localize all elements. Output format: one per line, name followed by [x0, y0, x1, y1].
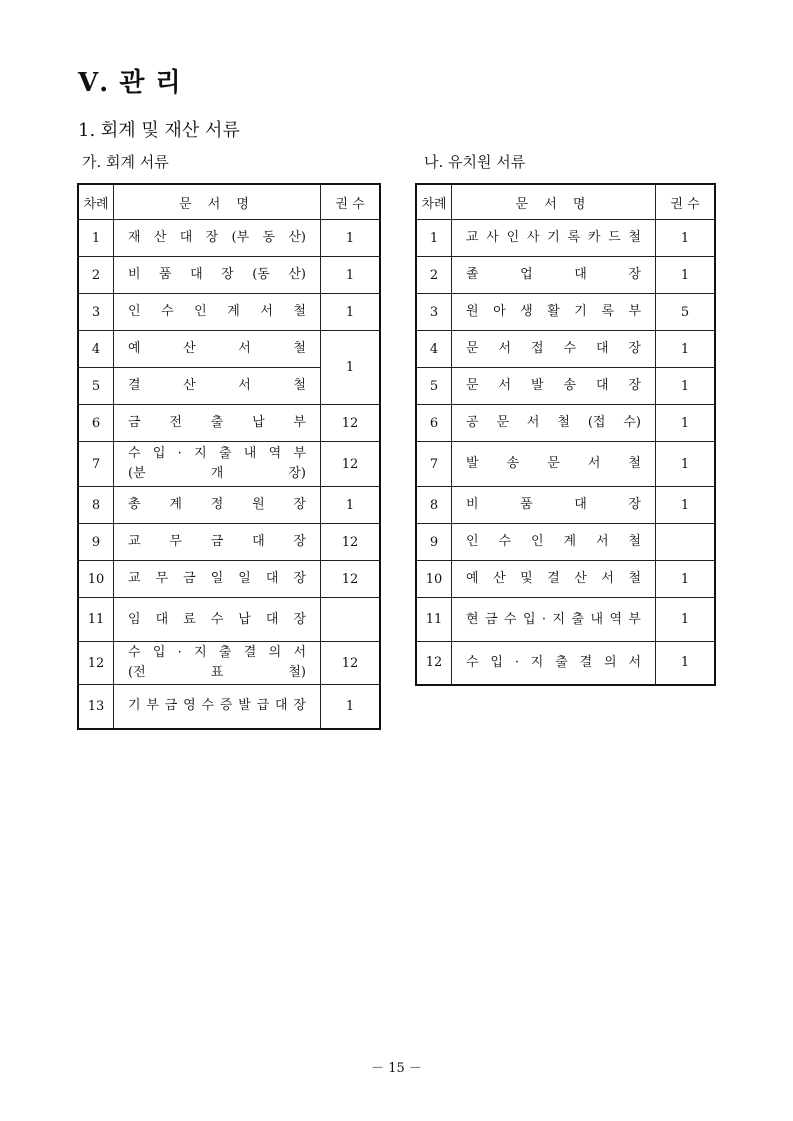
document-name-line: 수 입 · 지 출 결 의 서 — [128, 645, 306, 660]
volume-count-cell: 12 — [321, 405, 381, 442]
volume-count-cell — [321, 598, 381, 642]
header-volume-count: 권 수 — [656, 184, 716, 220]
table-row — [416, 561, 715, 598]
document-name-cell — [114, 598, 321, 642]
document-name-line: 졸 업 대 장 — [466, 267, 641, 282]
volume-count-cell: 12 — [321, 524, 381, 561]
document-name-line: (전 표 철) — [128, 665, 306, 680]
document-name-cell — [114, 524, 321, 561]
order-cell: 4 — [416, 331, 452, 368]
order-cell: 9 — [416, 524, 452, 561]
table-row — [416, 331, 715, 368]
order-cell: 10 — [416, 561, 452, 598]
document-name-line: 비 품 대 장 — [466, 497, 641, 512]
table-row — [416, 598, 715, 642]
table-row — [78, 561, 380, 598]
document-name-cell — [114, 405, 321, 442]
order-cell: 10 — [78, 561, 114, 598]
document-name-line: 결 산 서 철 — [128, 378, 306, 393]
volume-count-cell: 1 — [656, 642, 716, 685]
document-name-line: 수 입 · 지 출 내 역 부 — [128, 446, 306, 461]
document-name-line: 임 대 료 수 납 대 장 — [128, 611, 306, 627]
table-row — [78, 331, 380, 368]
document-name-line: 현 금 수 입 · 지 출 내 역 부 — [466, 611, 641, 627]
document-name-line: 비 품 대 장 (동 산) — [128, 267, 306, 282]
volume-count-cell — [656, 524, 716, 561]
volume-count-cell: 1 — [656, 331, 716, 368]
volume-count-cell: 1 — [321, 331, 381, 405]
volume-count-cell: 1 — [321, 487, 381, 524]
document-name-cell — [452, 257, 656, 294]
order-cell: 1 — [78, 220, 114, 257]
table-row — [416, 220, 715, 257]
volume-count-cell: 1 — [656, 220, 716, 257]
order-cell: 6 — [416, 405, 452, 442]
order-cell: 3 — [78, 294, 114, 331]
document-name-cell — [114, 642, 321, 685]
document-name-line: 문 서 발 송 대 장 — [466, 378, 641, 393]
document-name-line: 교 무 금 일 일 대 장 — [128, 571, 306, 586]
right-heading: 나. 유치원 서류 — [424, 153, 526, 171]
header-volume-count: 권 수 — [321, 184, 381, 220]
volume-count-cell: 1 — [656, 598, 716, 642]
document-name-line: 예 산 서 철 — [128, 341, 306, 356]
volume-count-cell: 1 — [656, 405, 716, 442]
page-title: Ⅴ. 관 리 — [78, 68, 182, 98]
left-heading: 가. 회계 서류 — [82, 153, 169, 171]
volume-count-cell: 1 — [656, 442, 716, 487]
order-cell: 9 — [78, 524, 114, 561]
document-name-cell — [452, 405, 656, 442]
document-name-cell — [452, 331, 656, 368]
accounting-documents-table — [77, 183, 381, 730]
table-row — [78, 598, 380, 642]
header-order: 차례 — [78, 184, 114, 220]
volume-count-cell: 5 — [656, 294, 716, 331]
volume-count-cell: 12 — [321, 561, 381, 598]
order-cell: 2 — [78, 257, 114, 294]
table-row — [78, 524, 380, 561]
document-name-line: 재 산 대 장 (부 동 산) — [128, 230, 306, 245]
order-cell: 12 — [78, 642, 114, 685]
table-row — [78, 442, 380, 487]
document-name-line: 교 무 금 대 장 — [128, 534, 306, 549]
document-name-line: 문 서 접 수 대 장 — [466, 341, 641, 356]
document-name-cell — [452, 524, 656, 561]
document-name-cell — [114, 368, 321, 405]
document-name-cell — [114, 561, 321, 598]
document-name-cell — [114, 685, 321, 729]
order-cell: 11 — [416, 598, 452, 642]
section-title: 1. 회계 및 재산 서류 — [78, 120, 240, 141]
volume-count-cell: 1 — [656, 368, 716, 405]
table-row — [78, 405, 380, 442]
document-name-line: 기 부 금 영 수 증 발 급 대 장 — [128, 698, 306, 714]
order-cell: 4 — [78, 331, 114, 368]
table-row — [78, 294, 380, 331]
document-name-cell — [452, 294, 656, 331]
kindergarten-documents-table — [415, 183, 716, 686]
table-row — [416, 442, 715, 487]
order-cell: 3 — [416, 294, 452, 331]
document-name-line: 총 계 정 원 장 — [128, 497, 306, 512]
table-row — [78, 685, 380, 729]
order-cell: 1 — [416, 220, 452, 257]
volume-count-cell: 1 — [321, 294, 381, 331]
table-row — [416, 524, 715, 561]
document-name-cell — [114, 487, 321, 524]
volume-count-cell: 1 — [321, 257, 381, 294]
volume-count-cell: 1 — [321, 685, 381, 729]
document-name-cell — [452, 442, 656, 487]
order-cell: 5 — [78, 368, 114, 405]
document-name-line: 인 수 인 계 서 철 — [466, 534, 641, 549]
document-name-line: 금 전 출 납 부 — [128, 415, 306, 430]
document-name-cell — [452, 561, 656, 598]
header-document-name: 문 서 명 — [452, 184, 656, 220]
volume-count-cell: 1 — [656, 487, 716, 524]
document-name-line: 수 입 · 지 출 결 의 서 — [466, 654, 641, 670]
order-cell: 8 — [78, 487, 114, 524]
volume-count-cell: 1 — [656, 561, 716, 598]
volume-count-cell: 12 — [321, 642, 381, 685]
document-name-line: 발 송 문 서 철 — [466, 456, 641, 471]
document-name-cell — [114, 257, 321, 294]
document-name-cell — [452, 487, 656, 524]
order-cell: 2 — [416, 257, 452, 294]
order-cell: 7 — [78, 442, 114, 487]
table-row — [416, 405, 715, 442]
document-name-line: 원 아 생 활 기 록 부 — [466, 304, 641, 319]
order-cell: 6 — [78, 405, 114, 442]
document-name-cell — [114, 331, 321, 368]
order-cell: 13 — [78, 685, 114, 729]
order-cell: 5 — [416, 368, 452, 405]
table-row — [416, 368, 715, 405]
table-row — [78, 220, 380, 257]
volume-count-cell: 1 — [321, 220, 381, 257]
table-row — [78, 642, 380, 685]
table-row — [78, 257, 380, 294]
document-name-cell — [452, 642, 656, 685]
document-name-cell — [452, 220, 656, 257]
header-document-name: 문 서 명 — [114, 184, 321, 220]
order-cell: 8 — [416, 487, 452, 524]
order-cell: 7 — [416, 442, 452, 487]
volume-count-cell: 12 — [321, 442, 381, 487]
document-name-line: (분 개 장) — [128, 466, 306, 481]
order-cell: 12 — [416, 642, 452, 685]
header-order: 차례 — [416, 184, 452, 220]
volume-count-cell: 1 — [656, 257, 716, 294]
order-cell: 11 — [78, 598, 114, 642]
table-row — [416, 642, 715, 685]
document-name-line: 교 사 인 사 기 록 카 드 철 — [466, 230, 641, 245]
document-name-cell — [114, 294, 321, 331]
document-name-cell — [452, 368, 656, 405]
document-name-line: 공 문 서 철 (접 수) — [466, 415, 641, 430]
document-name-cell — [452, 598, 656, 642]
document-name-cell — [114, 442, 321, 487]
page-number: － 15 － — [371, 1061, 422, 1076]
document-name-line: 예 산 및 결 산 서 철 — [466, 571, 641, 586]
document-name-cell — [114, 220, 321, 257]
table-row — [78, 487, 380, 524]
table-row — [416, 487, 715, 524]
document-name-line: 인 수 인 계 서 철 — [128, 304, 306, 319]
table-row — [416, 294, 715, 331]
table-row — [416, 257, 715, 294]
